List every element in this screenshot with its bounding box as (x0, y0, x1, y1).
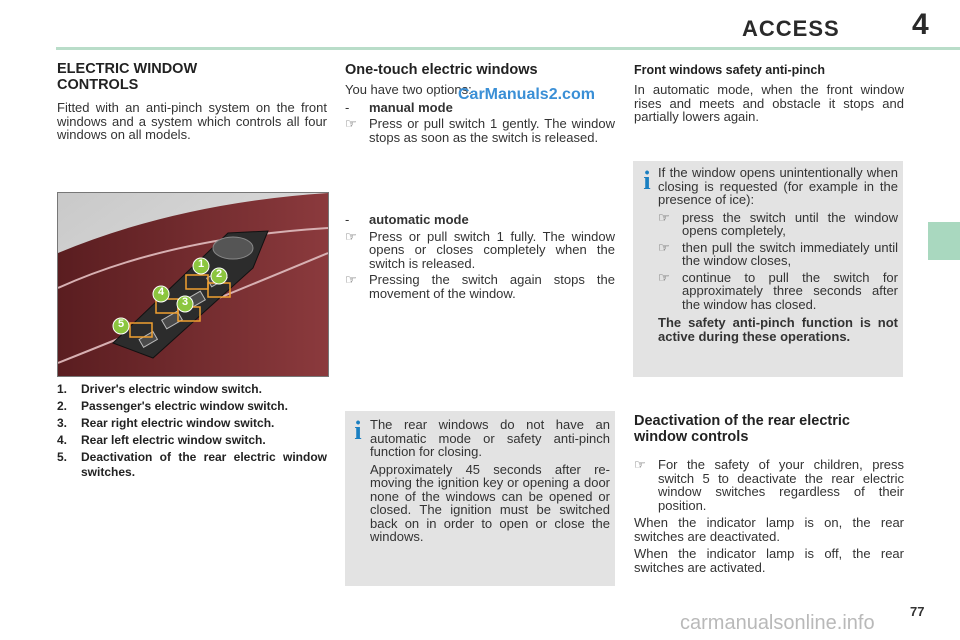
deactivation-block (634, 458, 904, 578)
caption-number: 1. (57, 382, 68, 396)
callout-4-label: 4 (157, 286, 165, 298)
callout-2-label: 2 (215, 268, 223, 280)
caption-text: Passenger's electric window switch. (81, 399, 288, 413)
caption-item (57, 382, 327, 397)
manual-mode-label: manual mode (369, 99, 453, 115)
caption-item (57, 450, 327, 480)
info-intro: If the window opens unintentionally when closing is requested (for example in the presence of ice): (658, 165, 898, 207)
info-bullet (658, 241, 898, 268)
door-switch-illustration (58, 193, 328, 376)
info-paragraph: The rear windows do not have an automatic mode or safety anti-pinch function for closing. (370, 417, 610, 459)
automatic-mode-bullet (345, 230, 615, 271)
info-paragraph: Approximately 45 seconds after re-moving the ignition key or opening a door none of the windows can be opened or closed. The ignition must be switched back on in order to open or close the windows. (370, 461, 610, 544)
indicator-on-text: When the indicator lamp is on, the rear switches are deactivated. (634, 515, 904, 544)
info-icon: i (643, 166, 651, 195)
deactivation-bullet (634, 458, 904, 512)
info-warning: The safety anti-pinch function is not active during these operations. (658, 315, 898, 344)
bullet-text: Pressing the switch again stops the movement of the window. (369, 272, 615, 301)
info-bullet (658, 271, 898, 312)
callout-5 (112, 317, 130, 340)
callout-2 (210, 267, 228, 290)
dash-marker: - (345, 99, 350, 115)
col1-title-block (57, 61, 257, 93)
caption-number: 5. (57, 450, 68, 464)
callout-1-label: 1 (197, 258, 205, 270)
caption-number: 4. (57, 433, 68, 447)
anti-pinch-body: In automatic mode, when the front window rises and meets and obstacle it stops and partially lowers again. (634, 82, 904, 124)
automatic-mode-heading (345, 213, 615, 227)
chapter-number: 4 (912, 8, 929, 41)
col1-title: ELECTRIC WINDOW CONTROLS (57, 61, 198, 93)
header-rule (56, 47, 960, 50)
caption-text: Rear right electric window switch. (81, 416, 275, 430)
bullet-text: continue to pull the switch for approximately three seconds after the window has closed. (682, 269, 898, 312)
info-bullet (658, 211, 898, 238)
pointing-hand-icon: ☞ (345, 228, 357, 244)
bullet-text: press the switch until the window opens completely, (682, 209, 898, 238)
manual-mode-bullet (345, 117, 615, 144)
callout-3 (176, 295, 194, 318)
anti-pinch-title: Front windows safety anti-pinch (634, 63, 825, 77)
caption-text: Rear left electric window switch. (81, 433, 266, 447)
col2-title-block (345, 62, 615, 78)
callout-3-label: 3 (181, 296, 189, 308)
indicator-off-text: When the indicator lamp is off, the rear switches are activated. (634, 546, 904, 575)
bullet-text: Press or pull switch 1 fully. The window opens or closes completely when the switch is released. (369, 228, 615, 271)
bullet-text: Press or pull switch 1 gently. The window stops as soon as the switch is released. (369, 116, 615, 145)
deactivation-title: Deactivation of the rear electric window controls (634, 413, 850, 445)
callout-1 (192, 257, 210, 280)
page-number: 77 (910, 604, 925, 619)
automatic-mode-label: automatic mode (369, 212, 469, 227)
chapter-tab (928, 222, 960, 260)
col1-intro: Fitted with an anti-pinch system on the front windows and a system which controls all four windows on all models. (57, 100, 327, 142)
anti-pinch-info-box (633, 161, 903, 377)
rear-windows-info-text (370, 418, 610, 548)
rear-windows-info-box (345, 411, 615, 586)
pointing-hand-icon: ☞ (345, 272, 357, 287)
caption-text: Deactivation of the rear electric window switches. (81, 450, 327, 479)
automatic-mode-bullet (345, 273, 615, 300)
section-title: ACCESS (742, 16, 840, 41)
anti-pinch-info-text (658, 166, 898, 347)
caption-list (57, 382, 327, 482)
pointing-hand-icon: ☞ (634, 457, 646, 472)
caption-text: Driver's electric window switch. (81, 382, 262, 396)
pointing-hand-icon: ☞ (658, 209, 670, 225)
caption-item (57, 416, 327, 431)
pointing-hand-icon: ☞ (345, 116, 357, 131)
caption-number: 3. (57, 416, 68, 430)
info-icon: i (354, 416, 362, 445)
pointing-hand-icon: ☞ (658, 239, 670, 255)
options-intro: You have two options: (345, 82, 472, 97)
bullet-text: then pull the switch immediately until the window closes, (682, 239, 898, 268)
caption-item (57, 433, 327, 448)
pointing-hand-icon: ☞ (658, 269, 670, 285)
site-watermark: CarManuals2.com (458, 86, 595, 103)
dash-marker: - (345, 212, 350, 227)
deactivation-title-block (634, 413, 904, 445)
door-switch-photo (57, 192, 329, 377)
footer-watermark: carmanualsonline.info (680, 612, 875, 634)
bullet-text: For the safety of your children, press switch 5 to deactivate the rear electric window switches regardless of their position. (658, 457, 904, 513)
callout-4 (152, 285, 170, 308)
caption-number: 2. (57, 399, 68, 413)
caption-item (57, 399, 327, 414)
automatic-mode-block (345, 213, 615, 300)
callout-5-label: 5 (117, 318, 125, 330)
col2-title: One-touch electric windows (345, 62, 538, 78)
